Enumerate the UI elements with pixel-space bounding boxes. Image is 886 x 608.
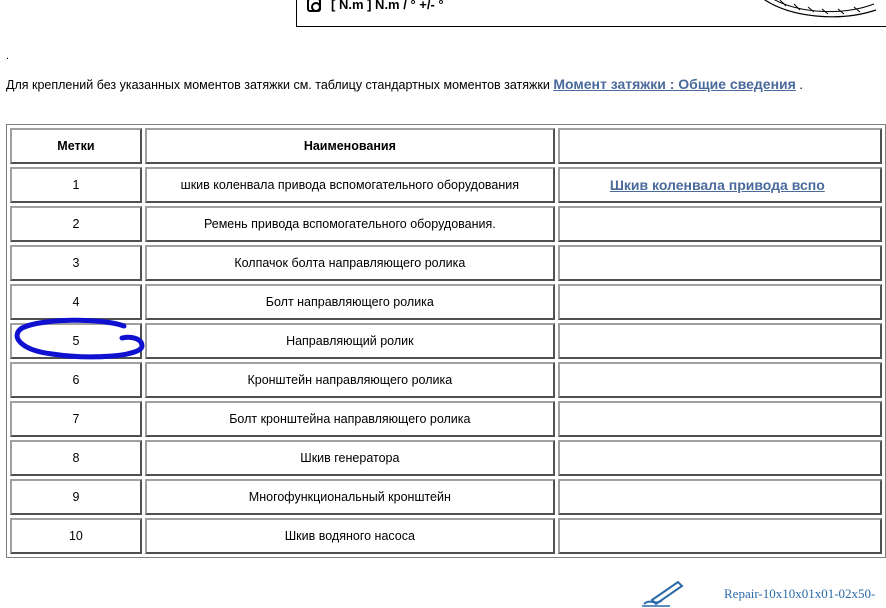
row-name: шкив коленвала привода вспомогательного оборудования — [145, 167, 555, 203]
torque-wrench-icon — [307, 0, 321, 12]
row-mark: 8 — [10, 440, 142, 476]
belt-illustration — [760, 0, 880, 24]
row-mark: 7 — [10, 401, 142, 437]
row-name: Ремень привода вспомогательного оборудования. — [145, 206, 555, 242]
row-ref — [558, 362, 882, 398]
torque-info-paragraph — [6, 76, 803, 92]
parts-table — [6, 124, 886, 558]
table-row — [10, 401, 882, 437]
row-mark: 2 — [10, 206, 142, 242]
row-mark: 9 — [10, 479, 142, 515]
table-row — [10, 167, 882, 203]
table-row — [10, 479, 882, 515]
row-ref — [558, 167, 882, 203]
table-row — [10, 245, 882, 281]
header-marks: Метки — [10, 128, 142, 164]
table-row — [10, 284, 882, 320]
row-ref — [558, 323, 882, 359]
row-mark: 3 — [10, 245, 142, 281]
row-ref — [558, 479, 882, 515]
row-name: Кронштейн направляющего ролика — [145, 362, 555, 398]
torque-units-label: [ N.m ] N.m / ° +/- ° — [331, 0, 444, 12]
row-ref — [558, 401, 882, 437]
row-ref — [558, 245, 882, 281]
row-name: Болт кронштейна направляющего ролика — [145, 401, 555, 437]
row-mark: 4 — [10, 284, 142, 320]
table-row — [10, 206, 882, 242]
table-row — [10, 518, 882, 554]
table-row — [10, 362, 882, 398]
row-mark: 10 — [10, 518, 142, 554]
row-name: Шкив генератора — [145, 440, 555, 476]
row-ref — [558, 440, 882, 476]
row-mark: 6 — [10, 362, 142, 398]
header-extra — [558, 128, 882, 164]
repair-reference-link[interactable]: Repair-10x10x01x01-02x50- — [724, 586, 876, 601]
torque-info-text: Для креплений без указанных моментов затяжки см. таблицу стандартных моментов затяжки — [6, 78, 550, 92]
crankshaft-pulley-link[interactable]: Шкив коленвала привода вспо — [609, 177, 825, 193]
row-name: Многофункциональный кронштейн — [145, 479, 555, 515]
table-header-row — [10, 128, 882, 164]
dot-marker: . — [6, 50, 10, 62]
row-name: Болт направляющего ролика — [145, 284, 555, 320]
row-mark: 5 — [10, 323, 142, 359]
general-torque-link[interactable]: Момент затяжки : Общие сведения — [553, 76, 796, 92]
row-mark: 1 — [10, 167, 142, 203]
torque-info-trail: . — [799, 78, 803, 92]
row-name: Колпачок болта направляющего ролика — [145, 245, 555, 281]
table-row — [10, 440, 882, 476]
row-ref — [558, 206, 882, 242]
pen-feedback-icon[interactable] — [640, 578, 686, 608]
row-ref — [558, 284, 882, 320]
row-name: Шкив водяного насоса — [145, 518, 555, 554]
row-name: Направляющий ролик — [145, 323, 555, 359]
row-ref — [558, 518, 882, 554]
header-names: Наименования — [145, 128, 555, 164]
table-row — [10, 323, 882, 359]
